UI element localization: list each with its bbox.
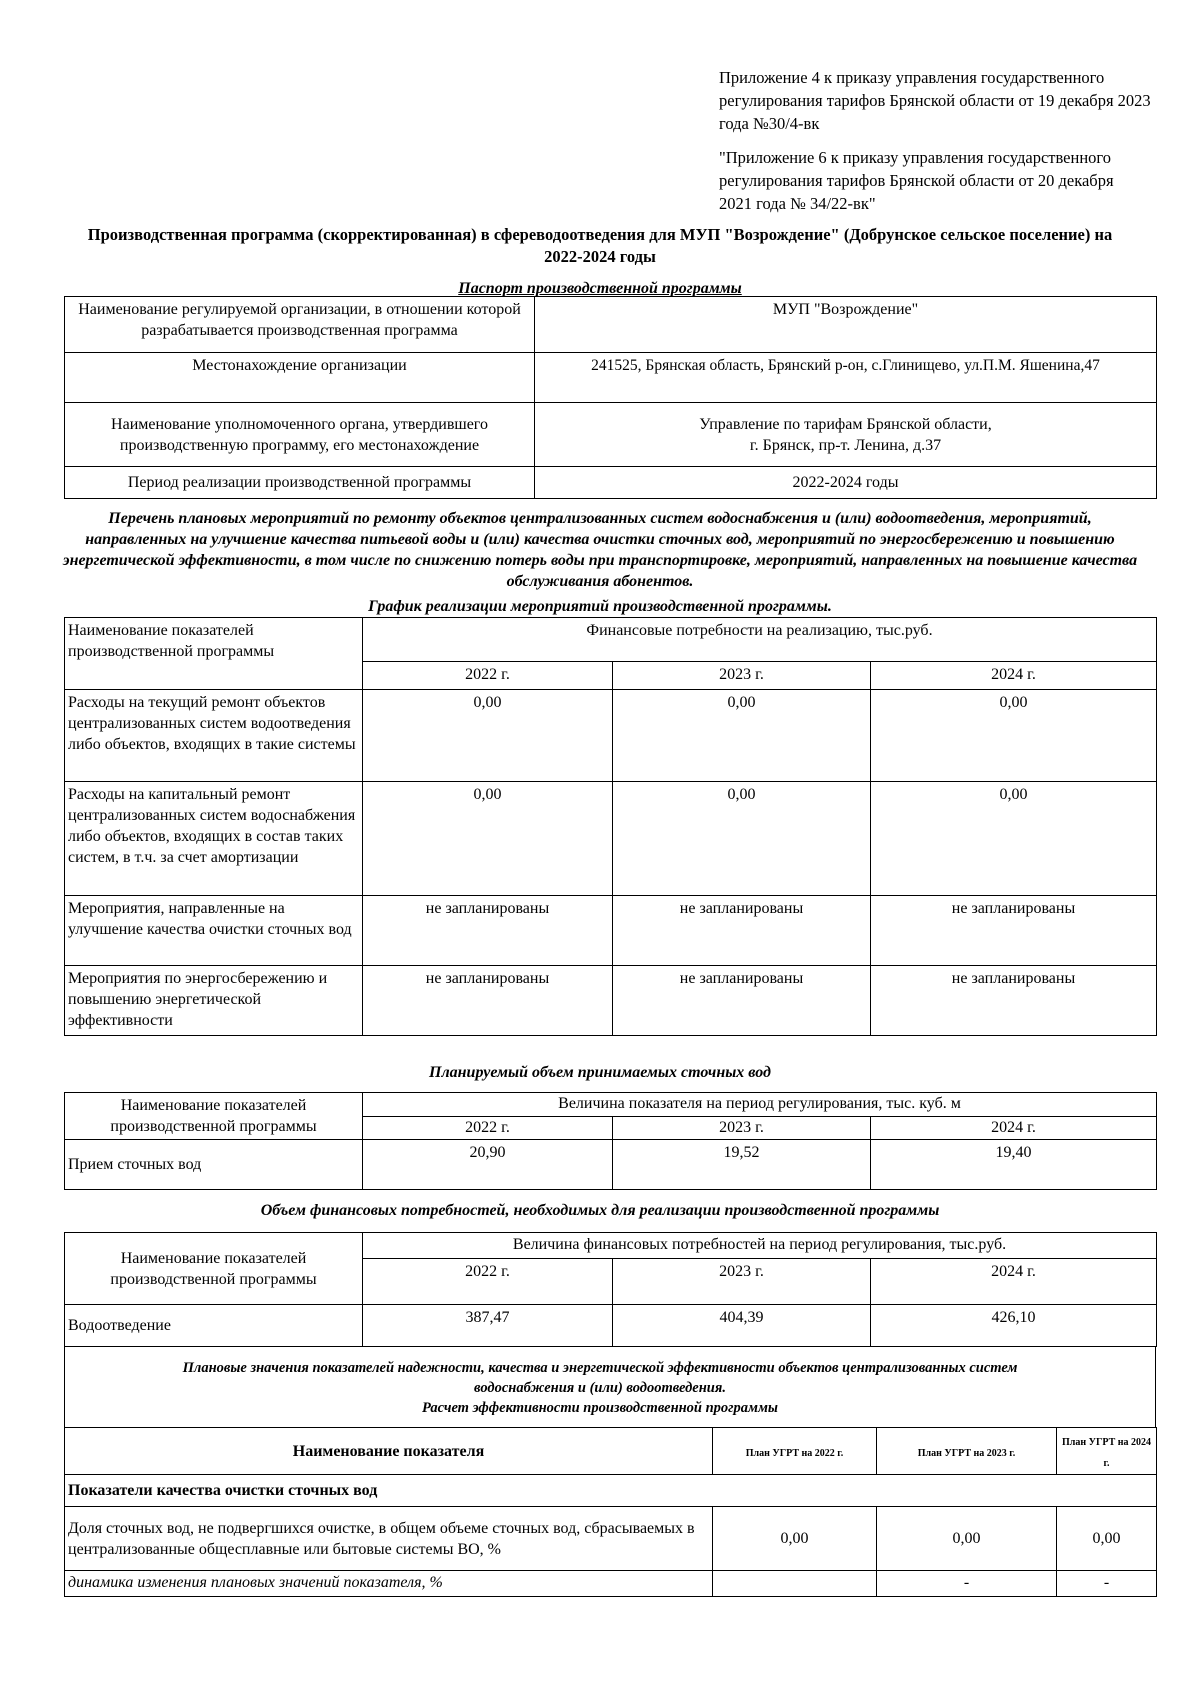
document-title: Производственная программа (скорректированная) в сфереводоотведения для МУП "Возрождение" (Добрунское сельское поселение) на 2022-2024 годы	[87, 225, 1113, 266]
finance-value: 404,39	[613, 1305, 871, 1347]
finance-table	[64, 1232, 1157, 1347]
year-header: 2023 г.	[613, 662, 871, 690]
passport-label: Период реализации производственной программы	[65, 467, 535, 499]
passport-table	[64, 296, 1157, 499]
measure-value: 0,00	[363, 782, 613, 896]
passport-value: МУП "Возрождение"	[535, 297, 1157, 353]
passport-label: Местонахождение организации	[65, 353, 535, 403]
passport-label: Наименование регулируемой организации, в отношении которой разрабатывается производственная программа	[65, 297, 535, 353]
table-row	[65, 782, 1157, 896]
measure-value: не запланированы	[871, 966, 1157, 1036]
measure-value: 0,00	[613, 690, 871, 782]
indicator-value: 0,00	[1057, 1507, 1157, 1571]
passport-heading-text: Паспорт производственной программы	[458, 280, 742, 297]
table-row	[65, 966, 1157, 1036]
indicators-heading-line3: Расчет эффективности производственной программы	[422, 1400, 778, 1416]
finance-heading: Объем финансовых потребностей, необходимых для реализации производственной программы	[260, 1202, 940, 1219]
volume-col-name: Наименование показателей производственной программы	[65, 1093, 363, 1140]
measure-value: 0,00	[613, 782, 871, 896]
indicator-dynamics-name: динамика изменения плановых значений показателя, %	[65, 1571, 713, 1597]
table-row	[65, 1305, 1157, 1347]
table-row	[65, 403, 1157, 467]
indicators-heading-line1: Плановые значения показателей надежности, качества и энергетической эффективности объектов централизованных систем	[182, 1360, 1018, 1376]
finance-value: 387,47	[363, 1305, 613, 1347]
year-header: 2022 г.	[363, 1116, 613, 1140]
table-row	[65, 1571, 1157, 1597]
indicators-col-2024	[1057, 1428, 1157, 1475]
table-row	[65, 467, 1157, 499]
volume-value: 20,90	[363, 1140, 613, 1190]
measures-col-group: Финансовые потребности на реализацию, тыс.руб.	[363, 618, 1157, 662]
measure-value: не запланированы	[613, 896, 871, 966]
table-row	[65, 896, 1157, 966]
table-row	[65, 618, 1157, 662]
year-header: 2024 г.	[871, 1259, 1157, 1305]
table-row	[65, 1507, 1157, 1571]
indicators-group: Показатели качества очистки сточных вод	[65, 1475, 1157, 1507]
indicators-table	[64, 1427, 1157, 1597]
volume-heading: Планируемый объем принимаемых сточных вод	[429, 1064, 771, 1081]
measure-name: Расходы на капитальный ремонт централизованных систем водоснабжения либо объектов, входящих в состав таких систем, в т.ч. за счет амортизации	[65, 782, 363, 896]
measure-value: не запланированы	[363, 966, 613, 1036]
year-header: 2022 г.	[363, 662, 613, 690]
indicators-col-2022-text: План УГРТ на 2022 г.	[745, 1447, 844, 1459]
finance-col-group: Величина финансовых потребностей на период регулирования, тыс.руб.	[363, 1233, 1157, 1259]
measure-name: Мероприятия, направленные на улучшение качества очистки сточных вод	[65, 896, 363, 966]
passport-value: 2022-2024 годы	[535, 467, 1157, 499]
measure-value: 0,00	[363, 690, 613, 782]
measure-value: не запланированы	[613, 966, 871, 1036]
measures-col-name: Наименование показателей производственной программы	[65, 618, 363, 690]
indicator-value: 0,00	[877, 1507, 1057, 1571]
indicator-dynamics-value	[713, 1571, 877, 1597]
finance-value: 426,10	[871, 1305, 1157, 1347]
indicator-dynamics-value: -	[877, 1571, 1057, 1597]
appendix-note: Приложение 4 к приказу управления государственного регулирования тарифов Брянской области от 19 декабря 2023 года №30/4-вк	[719, 68, 1151, 133]
indicator-name: Доля сточных вод, не подвергшихся очистке, в общем объеме сточных вод, сбрасываемых в централизованные общесплавные или бытовые системы ВО, %	[65, 1507, 713, 1571]
year-header: 2024 г.	[871, 662, 1157, 690]
year-header: 2023 г.	[613, 1116, 871, 1140]
finance-row-name: Водоотведение	[65, 1305, 363, 1347]
volume-table	[64, 1092, 1157, 1190]
indicators-heading	[60, 1358, 1140, 1418]
measure-name: Мероприятия по энергосбережению и повышению энергетической эффективности	[65, 966, 363, 1036]
indicators-col-name: Наименование показателя	[65, 1428, 713, 1475]
year-header: 2023 г.	[613, 1259, 871, 1305]
indicator-dynamics-value: -	[1057, 1571, 1157, 1597]
finance-col-name: Наименование показателей производственной программы	[65, 1233, 363, 1305]
volume-value: 19,40	[871, 1140, 1157, 1190]
measure-value: 0,00	[871, 690, 1157, 782]
table-row	[65, 1428, 1157, 1475]
passport-label: Наименование уполномоченного органа, утвердившего производственную программу, его местонахождение	[65, 403, 535, 467]
indicators-heading-line2: водоснабжения и (или) водоотведения.	[474, 1380, 726, 1396]
measure-value: не запланированы	[871, 896, 1157, 966]
indicators-col-2023-text: План УГРТ на 2023 г.	[917, 1447, 1016, 1459]
quote-note: "Приложение 6 к приказу управления государственного регулирования тарифов Брянской области от 20 декабря 2021 года № 34/22-вк"	[719, 148, 1114, 213]
measures-subheading: График реализации мероприятий производственной программы.	[368, 598, 832, 615]
year-header: 2024 г.	[871, 1116, 1157, 1140]
table-row	[65, 1233, 1157, 1259]
volume-row-name: Прием сточных вод	[65, 1140, 363, 1190]
measure-name: Расходы на текущий ремонт объектов централизованных систем водоотведения либо объектов, входящих в такие системы	[65, 690, 363, 782]
indicators-col-2022	[713, 1428, 877, 1475]
indicator-value: 0,00	[713, 1507, 877, 1571]
table-row	[65, 690, 1157, 782]
year-header: 2022 г.	[363, 1259, 613, 1305]
table-row	[65, 1093, 1157, 1117]
measure-value: 0,00	[871, 782, 1157, 896]
measure-value: не запланированы	[363, 896, 613, 966]
measures-table	[64, 617, 1157, 1036]
measures-heading: Перечень плановых мероприятий по ремонту объектов централизованных систем водоснабжения и (или) водоотведения, мероприятий, направленных на улучшение качества питьевой воды и (или) качества очистки сточных вод, мероприятий по энергосбережению и повышению энергетической эффективности, в том числе по снижению потерь воды при транспортировке, мероприятий, направленных на повышение качества обслуживания абонентов.	[62, 510, 1138, 590]
passport-value: Управление по тарифам Брянской области, г. Брянск, пр-т. Ленина, д.37	[535, 403, 1157, 467]
indicators-col-2024-text: План УГРТ на 2024 г.	[1061, 1437, 1151, 1469]
table-row	[65, 353, 1157, 403]
table-row	[65, 1475, 1157, 1507]
table-row	[65, 297, 1157, 353]
volume-value: 19,52	[613, 1140, 871, 1190]
indicators-col-2023	[877, 1428, 1057, 1475]
passport-value: 241525, Брянская область, Брянский р-он, с.Глинищево, ул.П.М. Яшенина,47	[535, 353, 1157, 403]
table-row	[65, 1140, 1157, 1190]
volume-col-group: Величина показателя на период регулирования, тыс. куб. м	[363, 1093, 1157, 1117]
